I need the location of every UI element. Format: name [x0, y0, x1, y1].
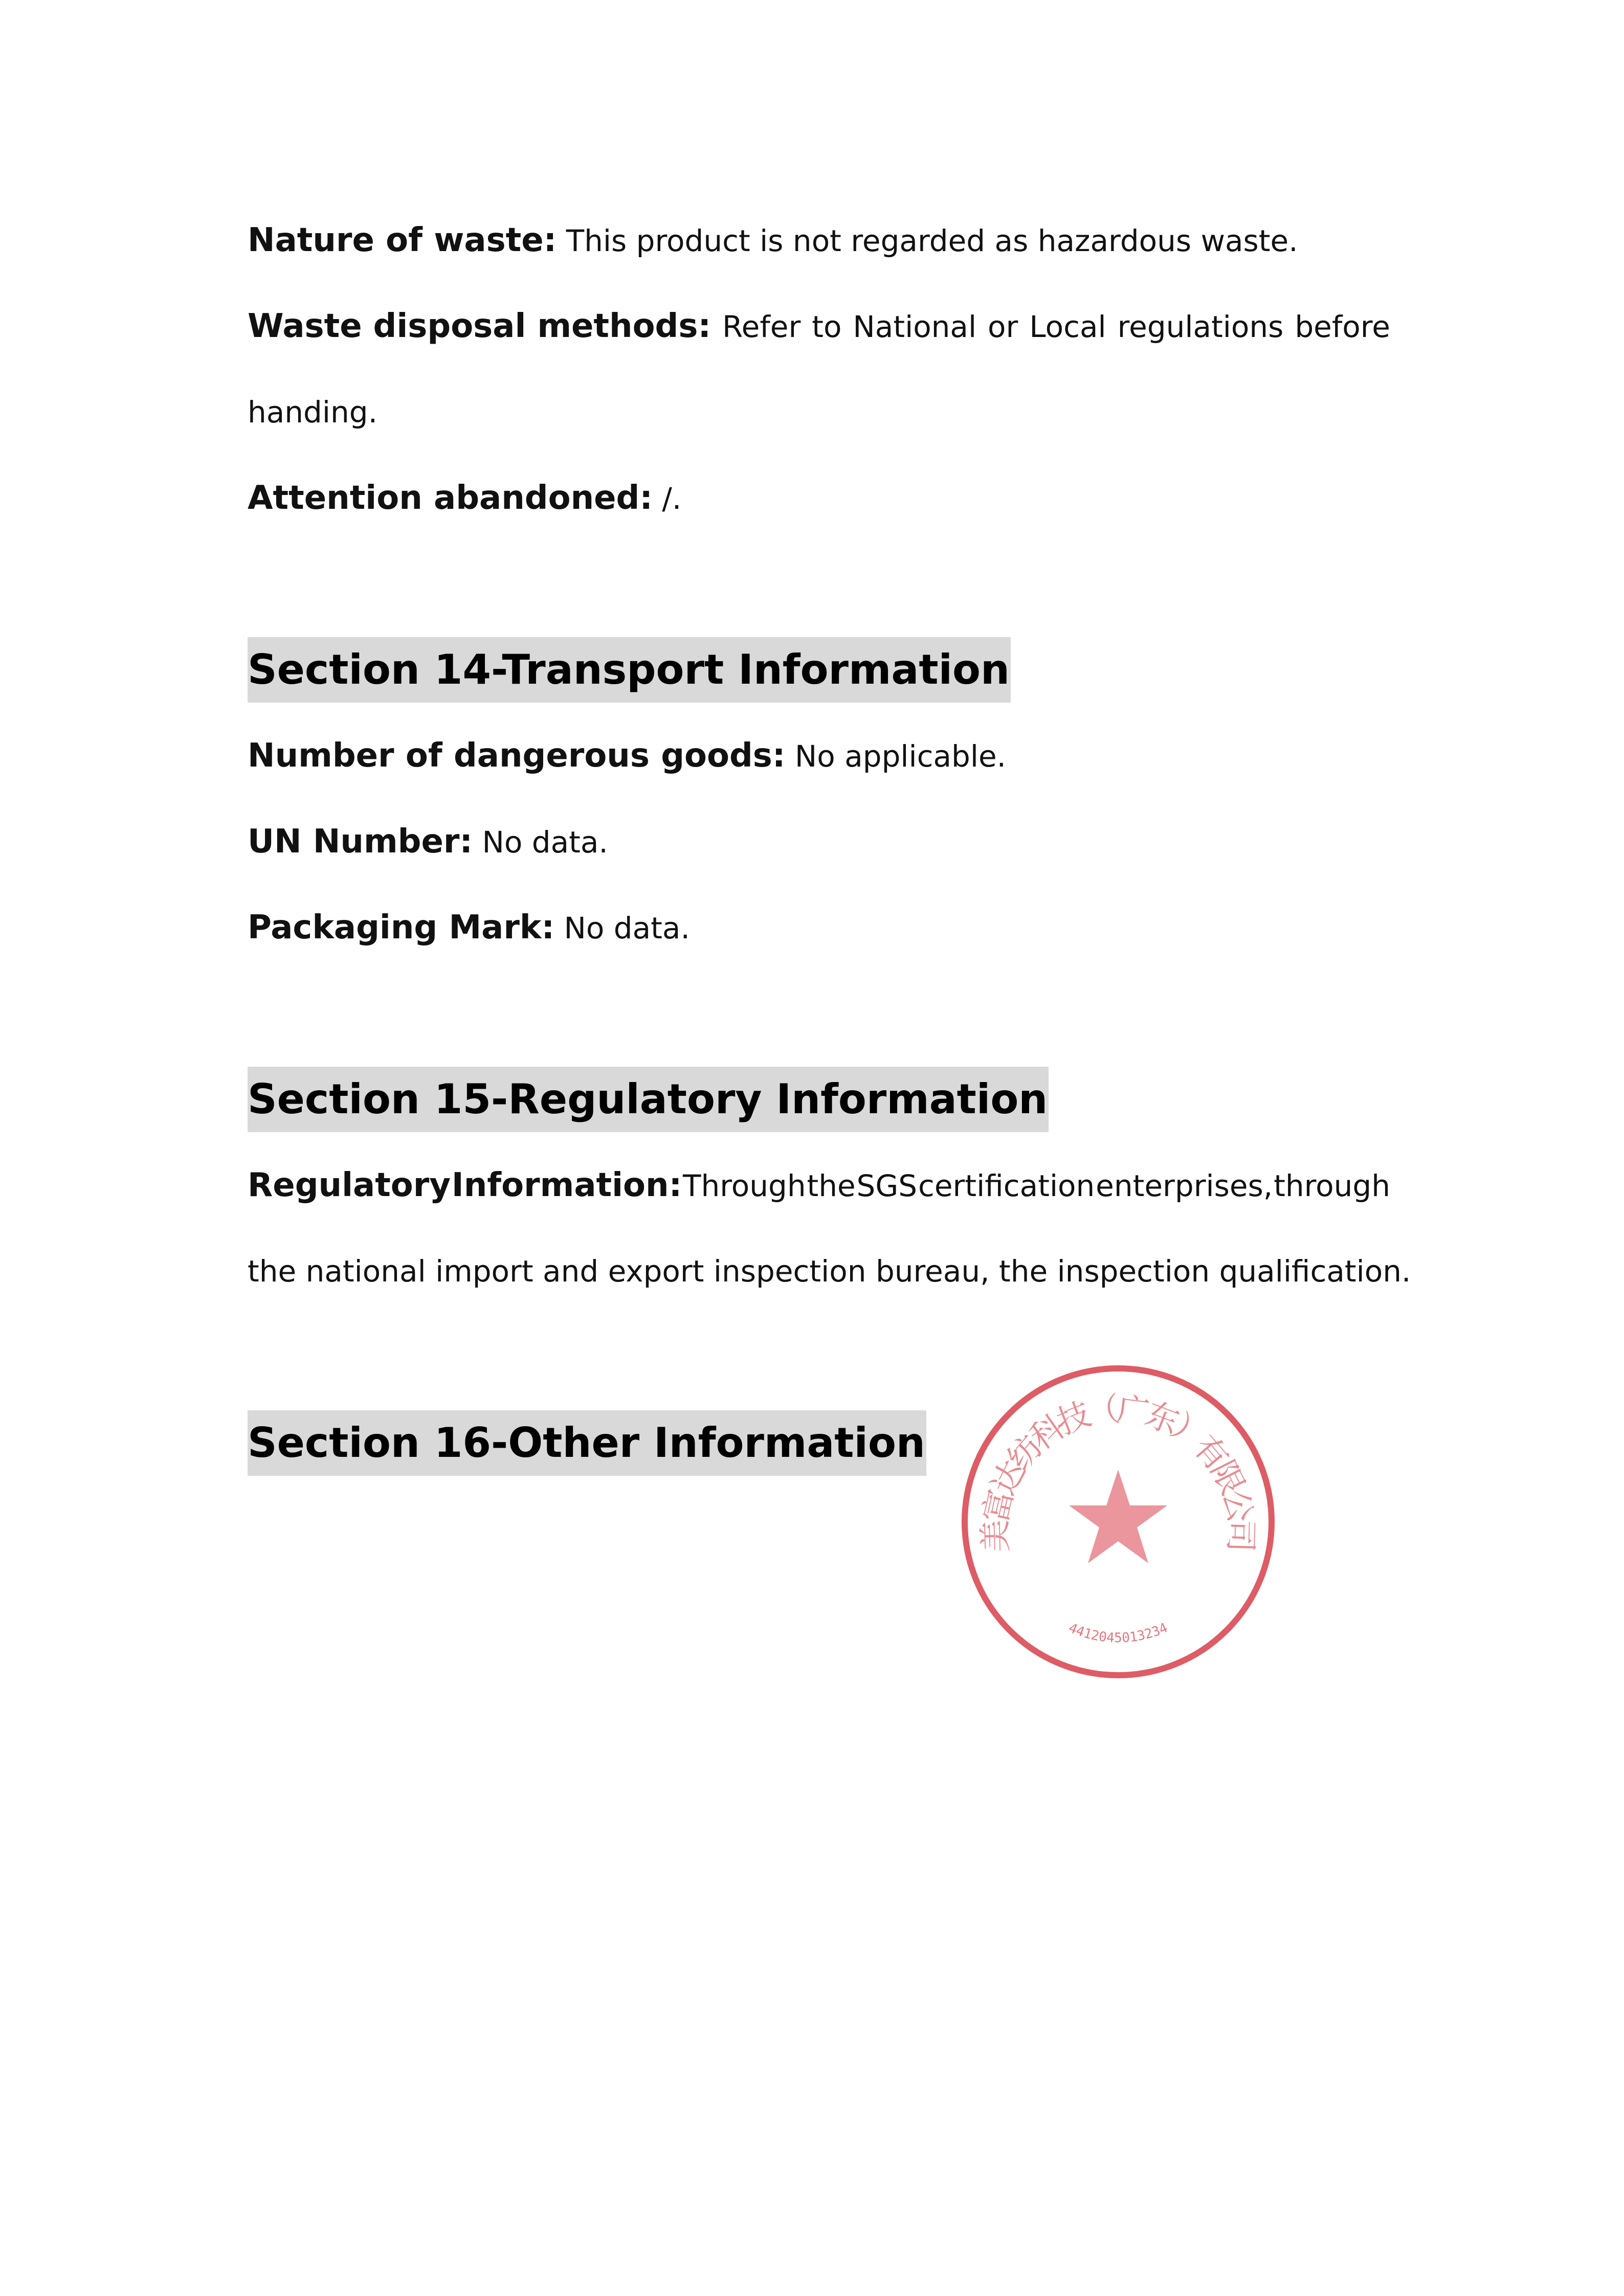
section-14-heading: Section 14-Transport Information — [248, 637, 1011, 703]
waste-disposal-word: to — [812, 309, 842, 344]
waste-disposal-word: regulations — [1117, 309, 1284, 344]
waste-disposal-continuation — [248, 392, 377, 433]
waste-disposal-word: Local — [1029, 309, 1106, 344]
attention-abandoned-label: Attention abandoned: — [248, 479, 653, 517]
waste-disposal-continuation-text: handing. — [248, 395, 378, 430]
waste-disposal-label-word-1: Waste — [248, 307, 362, 345]
regulatory-word: through — [1274, 1168, 1390, 1203]
nature-of-waste-line — [248, 220, 1298, 261]
section-16-heading: Section 16-Other Information — [248, 1410, 926, 1476]
regulatory-continuation-text: the national import and export inspection bureau, the inspection qualification. — [248, 1254, 1411, 1289]
regulatory-word: certification — [918, 1168, 1095, 1203]
un-number-line — [248, 821, 608, 863]
regulatory-word: enterprises, — [1096, 1168, 1273, 1203]
packaging-mark-value: No data. — [564, 911, 690, 946]
regulatory-continuation — [248, 1251, 1411, 1292]
seal-number-text — [1066, 1620, 1170, 1646]
un-number-label: UN Number: — [248, 823, 473, 861]
waste-disposal-word: before — [1295, 309, 1390, 344]
regulatory-line — [248, 1165, 1390, 1206]
dangerous-goods-line — [248, 735, 1006, 777]
regulatory-label-word-2: Information: — [451, 1166, 682, 1204]
dangerous-goods-label: Number of dangerous goods: — [248, 737, 786, 775]
un-number-value: No data. — [482, 825, 608, 860]
packaging-mark-line — [248, 907, 690, 949]
waste-disposal-label-word-3: methods: — [537, 307, 711, 345]
waste-disposal-word: National — [853, 309, 977, 344]
packaging-mark-label: Packaging Mark: — [248, 909, 555, 947]
waste-disposal-line — [248, 306, 1390, 347]
seal-star-icon — [1069, 1470, 1167, 1563]
seal-number-path: 4412045013234 — [1066, 1620, 1170, 1646]
nature-of-waste-value: This product is not regarded as hazardous waste. — [566, 223, 1298, 258]
attention-abandoned-value: /. — [662, 481, 682, 516]
dangerous-goods-value: No applicable. — [794, 739, 1007, 774]
attention-abandoned-line — [248, 478, 681, 519]
waste-disposal-label-word-2: disposal — [373, 307, 526, 345]
nature-of-waste-label: Nature of waste: — [248, 221, 557, 259]
regulatory-word: the — [807, 1168, 856, 1203]
waste-disposal-word: Refer — [722, 309, 801, 344]
regulatory-label-word-1: Regulatory — [248, 1166, 451, 1204]
regulatory-word: Through — [683, 1168, 806, 1203]
waste-disposal-word: or — [988, 309, 1018, 344]
company-seal-stamp — [954, 1358, 1282, 1685]
section-15-heading: Section 15-Regulatory Information — [248, 1067, 1049, 1132]
seal-ring-text-path: 美富达纺科技（广东）有限公司 — [976, 1390, 1260, 1553]
regulatory-word: SGS — [856, 1168, 918, 1203]
